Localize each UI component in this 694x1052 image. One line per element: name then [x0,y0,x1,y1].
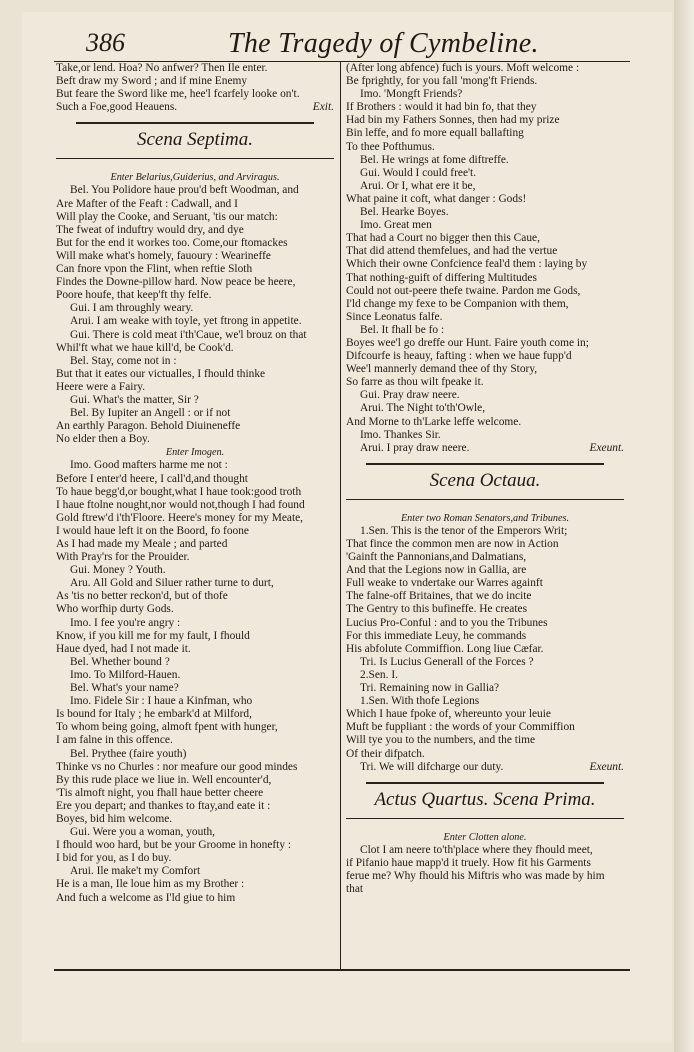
verse-line [346,577,624,590]
verse-line [56,656,334,669]
line-text: 1.Sen. This is the tenor of the Emperors Writ; [360,524,568,537]
line-text: Findes the Downe-pillow hard. Now peace be heere, [56,276,296,289]
line-text: Heere were a Fairy. [56,380,146,393]
line-text: Bel. What's your name? [70,682,179,695]
line-text: Gold ftrew'd i'th'Floore. Heere's money for my Meate, [56,511,304,524]
verse-line [346,761,624,774]
verse-line [346,721,624,734]
line-text: The falne-off Britaines, that we do incite [346,590,532,603]
verse-line [346,141,624,154]
line-text: Gui. There is cold meat i'th'Caue, we'l brouz on that [70,328,307,341]
verse-line [56,368,334,381]
verse-line [56,525,334,538]
right-column [346,62,624,896]
verse-line [56,342,334,355]
line-text: Could not out-peere thefe twaine. Pardon me Gods, [346,284,581,297]
verse-line [346,603,624,616]
line-text: Had bin my Fathers Sonnes, then had my prize [346,114,560,127]
verse-line [56,852,334,865]
verse-line [346,695,624,708]
verse-line [56,486,334,499]
verse-line [56,237,334,250]
verse-line [346,258,624,271]
line-text: Imo. To Milford-Hauen. [70,668,181,681]
line-text: Bel. You Polidore haue prou'd beft Woodman, and [70,184,299,197]
verse-line [346,734,624,747]
verse-line [346,206,624,219]
scene-heading-block [346,455,624,512]
verse-line [56,682,334,695]
verse-line [56,459,334,472]
verse-line [346,376,624,389]
line-text: And that the Legions now in Gallia, are [346,564,527,577]
verse-line [56,289,334,302]
verse-line [56,302,334,315]
scene-rule [366,463,604,465]
verse-line [56,276,334,289]
line-text: Muft be fuppliant : the words of your Commiffion [346,721,575,734]
line-text: But that it eates our victualles, I fhould thinke [56,367,266,380]
stage-direction [56,171,334,184]
scene-rule [366,782,604,784]
verse-line [346,630,624,643]
verse-line [56,865,334,878]
line-text: Difcourfe is heauy, fafting : when we haue fupp'd [346,350,572,363]
verse-line [346,272,624,285]
page-header [38,28,626,62]
verse-line [346,748,624,761]
verse-line [346,127,624,140]
line-text: Enter Clotten alone. [443,831,527,843]
line-text: Of their difpatch. [346,747,425,760]
verse-line [346,402,624,415]
verse-line [346,324,624,337]
verse-line [56,198,334,211]
line-text: Boyes wee'l go dreffe our Hunt. Faire youth come in; [346,336,589,349]
scene-rule [346,818,624,819]
line-text: As 'tis no better reckon'd, but of thofe [56,590,228,603]
line-text: Imo. Fidele Sir : I haue a Kinfman, who [70,695,253,708]
verse-line [346,232,624,245]
line-text: Will tye you to the numbers, and the time [346,734,536,747]
line-text: Will make what's homely, fauoury : Wearineffe [56,249,271,262]
running-title: The Tragedy of Cymbeline. [228,28,539,59]
verse-line [346,590,624,603]
line-text: That nothing-guift of differing Multitudes [346,271,537,284]
line-text: Arui. I am weake with toyle, yet ftrong in appetite. [70,315,302,328]
line-text: Before I enter'd heere, I call'd,and thought [56,472,248,485]
verse-line [346,193,624,206]
verse-line [56,394,334,407]
line-text: I'ld change my fexe to be Companion with them, [346,297,569,310]
verse-line [56,695,334,708]
line-text: Gui. Would I could free't. [360,166,477,179]
verse-line [56,538,334,551]
adjacent-page-edge [674,0,694,1052]
line-text: I fhould woo hard, but be your Groome in honefty : [56,839,292,852]
line-text: Know, if you kill me for my fault, I fhould [56,629,250,642]
verse-line [56,787,334,800]
verse-line [56,250,334,263]
line-text: 'Gainft the Pannonians,and Dalmatians, [346,551,527,564]
verse-line [346,429,624,442]
line-text: Take,or lend. Hoa? No anfwer? Then Ile enter. [56,62,268,74]
line-text: Enter two Roman Senators,and Tribunes. [400,512,570,524]
line-text: Poore houfe, that keep'ft thy felfe. [56,289,212,302]
verse-line [346,350,624,363]
verse-line [346,154,624,167]
line-text: Aru. All Gold and Siluer rather turne to durt, [70,577,274,590]
verse-line [346,245,624,258]
line-text: I bid for you, as I do buy. [56,852,172,865]
verse-line [56,800,334,813]
verse-line [346,180,624,193]
line-text: Bel. By Iupiter an Angell : or if not [70,407,231,420]
verse-line [346,219,624,232]
line-text: Arui. Or I, what ere it be, [360,179,476,192]
exit-direction: Exit. [312,101,334,114]
verse-line [346,62,624,75]
line-text: He is a man, Ile loue him as my Brother : [56,878,245,891]
verse-line [56,774,334,787]
line-text: Bel. Prythee (faire youth) [70,747,187,760]
line-text: Bel. Whether bound ? [70,655,170,668]
verse-line [346,551,624,564]
line-text: that [346,883,364,896]
line-text: Full weake to vndertake our Warres againft [346,577,543,590]
line-text: ferue me? Why fhould his Miftris who was made by him [346,869,605,882]
line-text: Arui. Ile make't my Comfort [70,865,201,878]
verse-line [56,512,334,525]
line-text: Bel. It fhall be fo : [360,323,445,336]
verse-line [56,721,334,734]
line-text: To haue begg'd,or bought,what I haue took:good troth [56,485,302,498]
left-column [56,62,334,905]
line-text: Can fnore vpon the Flint, when reftie Sloth [56,263,253,276]
line-text: As I had made my Meale ; and parted [56,538,228,550]
verse-line [56,101,334,114]
verse-line [56,748,334,761]
verse-line [346,363,624,376]
line-text: Is bound for Italy ; he embark'd at Milford, [56,708,252,721]
verse-line [346,564,624,577]
verse-line [346,682,624,695]
line-text: The Gentry to this bufineffe. He creates [346,603,528,616]
verse-line [56,381,334,394]
verse-line [56,224,334,237]
line-text: Whil'ft what we haue kill'd, be Cook'd. [56,341,234,354]
scene-title: Actus Quartus. Scena Prima. [374,788,596,810]
line-text: (After long abfence) fuch is yours. Moft welcome : [346,62,580,74]
verse-line [56,433,334,446]
line-text: That had a Court no bigger then this Caue, [346,232,540,245]
verse-line [56,826,334,839]
verse-line [346,525,624,538]
column-divider [340,61,341,969]
verse-line [346,114,624,127]
verse-line [346,656,624,669]
line-text: But for the end it workes too. Come,our ftomackes [56,236,288,249]
stage-direction [56,446,334,459]
line-text: Tri. We will difcharge our duty. [360,760,504,773]
verse-line [56,62,334,75]
line-text: Gui. What's the matter, Sir ? [70,393,199,406]
verse-line [56,734,334,747]
verse-line [346,101,624,114]
stage-direction [346,512,624,525]
verse-line [346,643,624,656]
line-text: Arui. The Night to'th'Owle, [360,402,486,415]
line-text: Ere you depart; and thankes to ftay,and eate it : [56,799,271,812]
verse-line [56,839,334,852]
verse-line [56,564,334,577]
page-number: 386 [86,28,125,57]
line-text: Tri. Remaining now in Gallia? [360,682,500,695]
verse-line [346,298,624,311]
verse-line [56,315,334,328]
verse-line [56,420,334,433]
verse-line [346,883,624,896]
line-text: Bin leffe, and fo more equall ballafting [346,127,524,140]
verse-line [346,337,624,350]
verse-line [346,708,624,721]
exit-direction: Exeunt. [589,441,624,454]
line-text: 2.Sen. I. [360,668,398,681]
line-text: Gui. Were you a woman, youth, [70,826,216,839]
line-text: Imo. Good mafters harme me not : [70,459,228,472]
line-text: I am falne in this offence. [56,734,173,747]
scene-rule [76,122,314,124]
line-text: No elder then a Boy. [56,433,150,446]
line-text: By this rude place we liue in. Well encounter'd, [56,773,272,786]
verse-line [56,892,334,905]
verse-line [346,389,624,402]
line-text: Imo. 'Mongft Friends? [360,88,463,101]
line-text: Wee'l mannerly demand thee of thy Story, [346,363,538,376]
verse-line [56,878,334,891]
line-text: But feare the Sword like me, hee'l fcarfely looke on't. [56,88,300,101]
line-text: Gui. Money ? Youth. [70,564,166,577]
verse-line [346,88,624,101]
line-text: Imo. Thankes Sir. [360,428,441,441]
line-text: I would haue left it on the Boord, fo foone [56,524,249,537]
verse-line [346,167,624,180]
verse-line [346,857,624,870]
line-text: So farre as thou wilt fpeake it. [346,376,484,389]
line-text: Thinke vs no Churles : nor meafure our good mindes [56,760,298,773]
verse-line [346,870,624,883]
verse-line [346,75,624,88]
line-text: Bel. Stay, come not in : [70,354,177,367]
line-text: if Pifanio haue mapp'd it truely. How fit his Garments [346,856,591,869]
line-text: Enter Imogen. [165,447,225,459]
line-text: Such a Foe,good Heauens. [56,101,178,114]
line-text: I haue ftolne nought,nor would not,though I had found [56,498,305,511]
line-text: For this immediate Leuy, he commands [346,629,527,642]
line-text: And fuch a welcome as I'ld giue to him [56,891,236,904]
line-text: Be fprightly, for you fall 'mong'ft Friends. [346,75,538,88]
line-text: Enter Belarius,Guiderius, and Arviragus. [110,172,280,184]
line-text: Which I haue fpoke of, whereunto your leuie [346,708,551,721]
line-text: And Morne to th'Larke leffe welcome. [346,415,522,428]
verse-line [56,211,334,224]
stage-direction [346,831,624,844]
line-text: Will play the Cooke, and Seruant, 'tis our match: [56,210,278,223]
verse-line [56,708,334,721]
line-text: Tri. Is Lucius Generall of the Forces ? [360,655,534,668]
verse-line [56,75,334,88]
line-text: If Brothers : would it had bin fo, that they [346,101,537,114]
verse-line [56,473,334,486]
verse-line [56,263,334,276]
line-text: Bel. He wrings at fome diftreffe. [360,153,509,166]
scene-heading-block [56,114,334,171]
line-text: What paine it coft, what danger : Gods! [346,192,527,205]
line-text: Since Leonatus falfe. [346,310,443,323]
verse-line [56,669,334,682]
line-text: Are Mafter of the Feaft : Cadwall, and I [56,197,238,210]
line-text: To thee Pofthumus. [346,140,435,153]
line-text: Haue dyed, had I not made it. [56,642,191,655]
line-text: 'Tis almoft night, you fhall haue better cheere [56,786,264,799]
verse-line [56,813,334,826]
verse-line [346,416,624,429]
line-text: Lucius Pro-Conful : and to you the Tribunes [346,616,548,629]
line-text: With Pray'rs for the Prouider. [56,551,190,564]
line-text: To whom being going, almoft fpent with hunger, [56,721,278,734]
verse-line [346,669,624,682]
scene-heading-block [346,774,624,831]
verse-line [56,184,334,197]
footer-rule [54,969,630,971]
line-text: Which their owne Confcience feal'd them : laying by [346,258,588,271]
line-text: That fince the common men are now in Action [346,538,559,550]
line-text: Beft draw my Sword ; and if mine Enemy [56,75,248,88]
verse-line [56,499,334,512]
line-text: An earthly Paragon. Behold Diuineneffe [56,420,241,433]
line-text: Clot I am neere to'th'place where they fhould meet, [360,843,593,856]
scene-title: Scena Octaua. [429,469,541,491]
verse-line [346,311,624,324]
scene-title: Scena Septima. [136,129,254,151]
verse-line [346,844,624,857]
verse-line [346,617,624,630]
line-text: His abfolute Commiffion. Long liue Cæfar. [346,642,544,655]
line-text: Gui. I am throughly weary. [70,302,194,315]
verse-line [56,590,334,603]
verse-line [56,355,334,368]
verse-line [56,630,334,643]
exit-direction: Exeunt. [589,760,624,773]
verse-line [56,407,334,420]
verse-line [346,538,624,551]
verse-line [56,761,334,774]
line-text: Imo. Great men [360,219,432,232]
verse-line [56,329,334,342]
line-text: 1.Sen. With thofe Legions [360,695,480,708]
line-text: Gui. Pray draw neere. [360,389,460,402]
verse-line [56,577,334,590]
verse-line [56,617,334,630]
line-text: Arui. I pray draw neere. [360,441,470,454]
verse-line [56,551,334,564]
verse-line [56,643,334,656]
line-text: Bel. Hearke Boyes. [360,206,449,219]
line-text: The fweat of induftry would dry, and dye [56,223,244,236]
verse-line [56,88,334,101]
line-text: Imo. I fee you're angry : [70,616,181,629]
line-text: That did attend themfelues, and had the vertue [346,245,558,258]
line-text: Who worfhip durty Gods. [56,603,174,616]
verse-line [56,603,334,616]
scene-rule [56,158,334,159]
verse-line [346,442,624,455]
line-text: Boyes, bid him welcome. [56,812,173,825]
verse-line [346,285,624,298]
scene-rule [346,499,624,500]
